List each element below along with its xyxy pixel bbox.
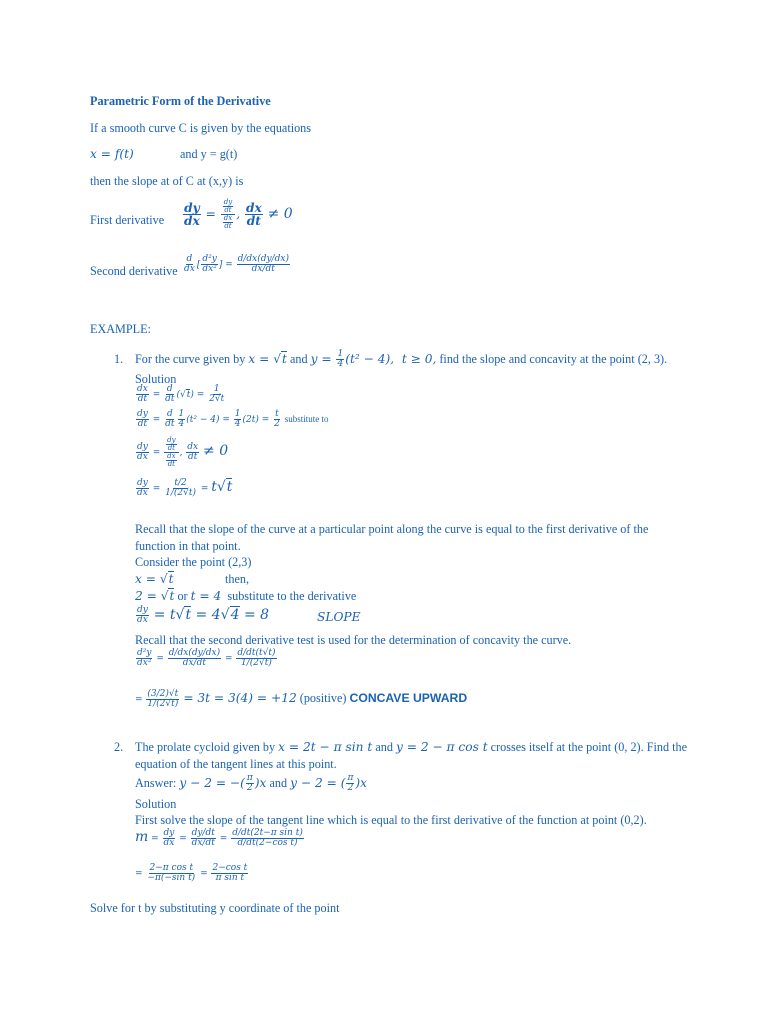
- problem2-statement: The prolate cycloid given by x = 2t − π sin t and y = 2 − π cos t crosses itself at the point (0, 2). Find the: [135, 740, 687, 754]
- recall1-text: Recall that the slope of the curve at a particular point along the curve is equal to the first derivative of the: [135, 522, 649, 536]
- solution1-label: Solution: [135, 372, 177, 386]
- solve-t: 2 = √t or t = 4 substitute to the derivative: [135, 589, 357, 603]
- first-derivative-formula: $\frac{dy}{dx}$ = $\frac{\frac{dy}{dt}}{\frac{dx}{dt}}$ , $\frac{dx}{dt}$ ≠ 0: [184, 198, 293, 230]
- problem2-answer: Answer: y − 2 = −( $\frac{\pi}{2}$ )x and y − 2 = ( $\frac{\pi}{2}$ )x: [135, 773, 368, 793]
- second-derivative-label: Second derivative: [90, 264, 178, 278]
- second-derivative-formula: $\frac{d}{dx}$ [ $\frac{\text{d²y}}{\text{dx²}}$ ] = $\frac{d/dx(dy/dx)}{dx/dt}$: [184, 254, 289, 274]
- step-dydx-result: $\frac{dy}{dx}$ = $\frac{t/2}{1/(2√t)}$ = t√t: [137, 478, 233, 498]
- step-dxdt: $\frac{dx}{dt}$ = $\frac{d}{dt}$ (√t) = $\frac{1}{2√t}$: [137, 384, 225, 404]
- then-text: then,: [225, 572, 250, 586]
- recall1-continued: function in that point.: [135, 539, 241, 553]
- example-heading: EXAMPLE:: [90, 322, 151, 336]
- page-title: Parametric Form of the Derivative: [90, 94, 271, 108]
- step-dydx-general: $\frac{dy}{dx}$ = $\frac{\frac{dy}{dt}}{\frac{dx}{dt}}$ , $\frac{dx}{dt}$ ≠ 0: [137, 436, 229, 468]
- recall2-text: Recall that the second derivative test is used for the determination of concavity the curve.: [135, 633, 572, 647]
- problem1-statement: For the curve given by x = √t and y = $\frac{1}{4}$ (t² − 4), t ≥ 0, find the slope and concavity at the point (2, 3).: [135, 349, 668, 369]
- eq-y: and y = g(t): [180, 147, 238, 161]
- slope-m-formula: m = $\frac{dy}{dx}$ = $\frac{dy/dt}{dx/dt}$ = $\frac{\text{d/dt(2t−π sin t)}}{\text{d/dt(2−cos t)}}$: [135, 828, 303, 848]
- solution2-label: Solution: [135, 797, 177, 811]
- first-solve-text: First solve the slope of the tangent line which is equal to the first derivative of the function at point (0,2).: [135, 813, 647, 827]
- eq-x: x = f(t): [90, 147, 134, 161]
- slope-m-simplified: = $\frac{\text{2−π cos t}}{\text{−π(−sin t)}}$ = $\frac{\text{2−cos t}}{\text{π sin t}}$: [135, 863, 248, 883]
- slope-label: SLOPE: [317, 610, 361, 624]
- problem2-statement-continued: equation of the tangent lines at this point.: [135, 757, 337, 771]
- problem1-number: 1.: [114, 352, 124, 366]
- closing-text: Solve for t by substituting y coordinate of the point: [90, 901, 340, 915]
- concavity-result: = $\frac{(3/2)√t}{1/(2√t)}$ = 3t = 3(4) = +12 (positive) CONCAVE UPWARD: [135, 689, 468, 709]
- intro-text: If a smooth curve C is given by the equations: [90, 121, 312, 135]
- eq-x-sqrt: x = √t: [135, 572, 174, 586]
- slope-result: $\frac{dy}{dx}$ = t√t = 4√4 = 8: [137, 605, 270, 625]
- slope-text: then the slope at of C at (x,y) is: [90, 174, 244, 188]
- first-derivative-label: First derivative: [90, 213, 165, 227]
- problem2-number: 2.: [114, 740, 124, 754]
- consider-point: Consider the point (2,3): [135, 555, 252, 569]
- second-derivative-step: $\frac{\text{d²y}}{\text{dx²}}$ = $\frac{d/dx(dy/dx)}{dx/dt}$ = $\frac{d/dt(t√t)}{1/(2√t)}$: [137, 648, 276, 668]
- step-dydt: $\frac{dy}{dt}$ = $\frac{d}{dt}$ $\frac{1}{4}$ (t² − 4) = $\frac{1}{4}$ (2t) = $\frac{t}{2}$ substitute to: [137, 409, 329, 429]
